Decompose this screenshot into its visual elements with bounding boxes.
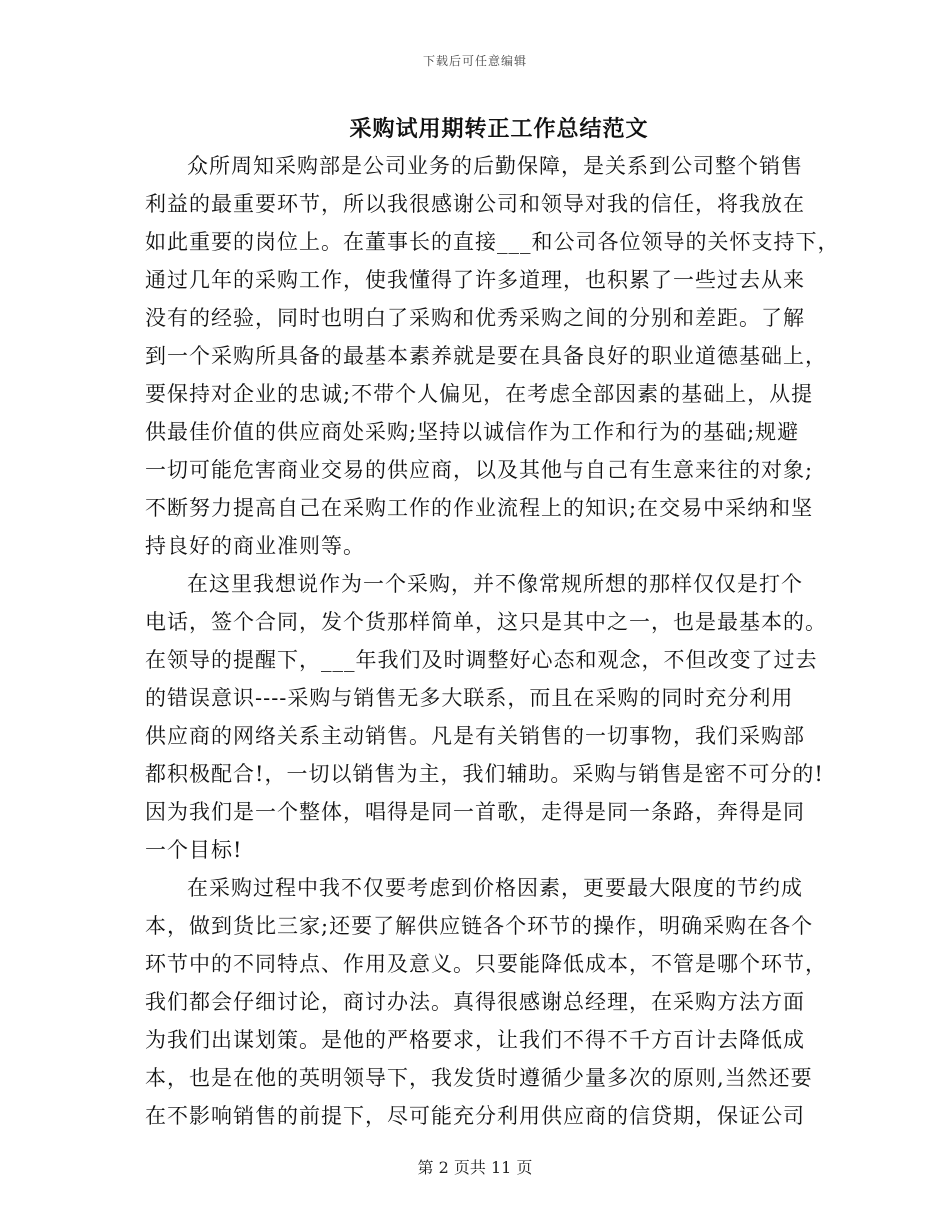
text-line: 供应商的网络关系主动销售。凡是有关销售的一切事物，我们采购部 <box>145 724 805 748</box>
text-line: 因为我们是一个整体，唱得是同一首歌，走得是同一条路，奔得是同 <box>145 800 805 824</box>
text-line: 持良好的商业准则等。 <box>145 534 365 558</box>
text-line: 我们都会仔细讨论，商讨办法。真得很感谢总经理，在采购方法方面 <box>145 990 805 1014</box>
header-note: 下载后可任意编辑 <box>422 54 527 68</box>
text-line: 本，也是在他的英明领导下，我发货时遵循少量多次的原则,当然还要 <box>145 1066 813 1090</box>
text-line: 在采购过程中我不仅要考虑到价格因素，更要最大限度的节约成 <box>187 876 803 900</box>
text-line: 一个目标! <box>145 838 243 862</box>
page-footer: 第 2 页共 11 页 <box>417 1158 533 1177</box>
document-title: 采购试用期转正工作总结范文 <box>349 116 649 142</box>
text-line: 一切可能危害商业交易的供应商，以及其他与自己有生意来往的对象; <box>145 458 814 482</box>
text-line: 都积极配合!，一切以销售为主，我们辅助。采购与销售是密不可分的! <box>145 762 824 786</box>
text-line: 为我们出谋划策。是他的严格要求，让我们不得不千方百计去降低成 <box>145 1028 805 1052</box>
text-line: 电话，签个合同，发个货那样简单，这只是其中之一，也是最基本的。 <box>145 610 827 634</box>
text-line: 通过几年的采购工作，使我懂得了许多道理，也积累了一些过去从来 <box>145 268 805 292</box>
text-line: 环节中的不同特点、作用及意义。只要能降低成本，不管是哪个环节， <box>145 952 827 976</box>
text-line: 在领导的提醒下，___年我们及时调整好心态和观念，不但改变了过去 <box>145 648 818 672</box>
text-line: 不断努力提高自己在采购工作的作业流程上的知识;在交易中采纳和坚 <box>145 496 814 520</box>
text-line: 到一个采购所具备的最基本素养就是要在具备良好的职业道德基础上， <box>145 344 827 368</box>
text-line: 的错误意识----采购与销售无多大联系，而且在采购的同时充分利用 <box>145 686 794 710</box>
text-line: 在这里我想说作为一个采购，并不像常规所想的那样仅仅是打个 <box>187 572 803 596</box>
text-line: 要保持对企业的忠诚;不带个人偏见，在考虑全部因素的基础上，从提 <box>145 382 814 406</box>
text-line: 本，做到货比三家;还要了解供应链各个环节的操作，明确采购在各个 <box>145 914 814 938</box>
text-line: 如此重要的岗位上。在董事长的直接___和公司各位领导的关怀支持下， <box>145 230 840 254</box>
text-line: 供最佳价值的供应商处采购;坚持以诚信作为工作和行为的基础;规避 <box>145 420 800 444</box>
text-line: 没有的经验，同时也明白了采购和优秀采购之间的分别和差距。了解 <box>145 306 805 330</box>
text-line: 在不影响销售的前提下，尽可能充分利用供应商的信贷期，保证公司 <box>145 1104 805 1128</box>
text-line: 利益的最重要环节，所以我很感谢公司和领导对我的信任，将我放在 <box>145 192 805 216</box>
text-line: 众所周知采购部是公司业务的后勤保障，是关系到公司整个销售 <box>187 154 803 178</box>
